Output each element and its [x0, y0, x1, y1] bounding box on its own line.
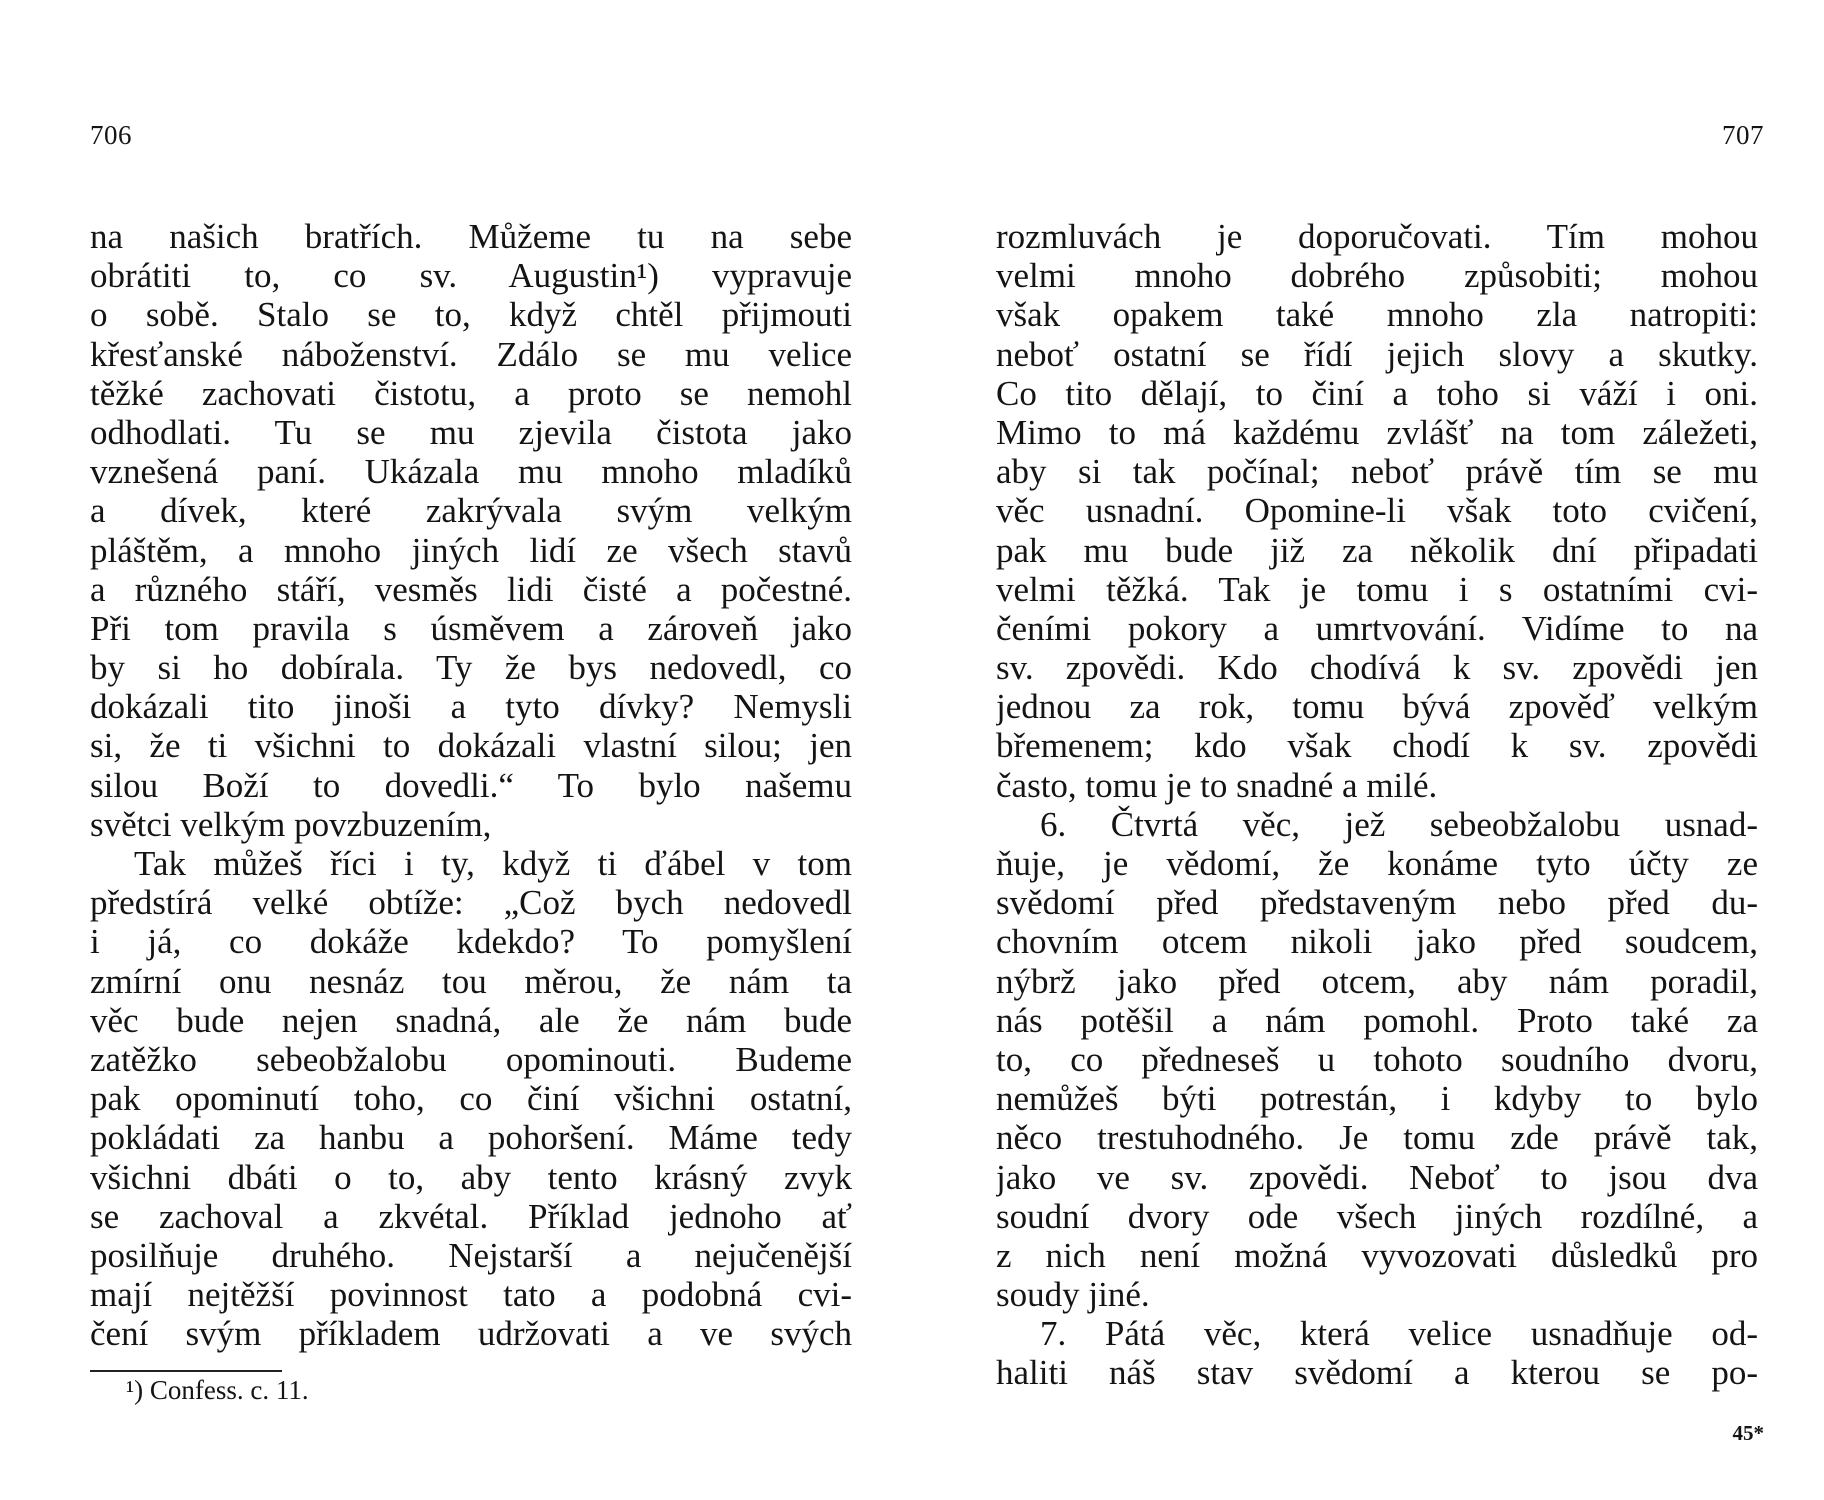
text-line: zatěžko sebeobžalobu opominouti. Budeme [90, 1039, 852, 1079]
text-line: nás potěšil a nám pomohl. Proto také za [996, 1000, 1758, 1040]
text-line: Tak můžeš říci i ty, když ti ďábel v tom [134, 844, 852, 883]
text-line: sv. zpovědi. Kdo chodívá k sv. zpovědi jen [996, 648, 1758, 688]
text-line: na našich bratřích. Můžeme tu na sebe [90, 217, 852, 256]
text-line: si, že ti všichni to dokázali vlastní silou; jen [90, 726, 852, 766]
text-line: o sobě. Stalo se to, když chtěl přijmouti [90, 295, 852, 335]
text-line: 6. Čtvrtá věc, jež sebeobžalobu usnad- [1040, 804, 1758, 844]
text-line: i já, co dokáže kdekdo? To pomyšlení [90, 922, 852, 962]
text-line: Mimo to má každému zvlášť na tom záležeti, [996, 412, 1758, 452]
text-line: posilňuje druhého. Nejstarší a nejučenější [90, 1235, 852, 1275]
text-line: břemenem; kdo však chodí k sv. zpovědi [996, 726, 1758, 766]
text-line: velmi těžká. Tak je tomu i s ostatními cvi- [996, 569, 1758, 609]
text-line: a různého stáří, vesměs lidi čisté a počestné. [90, 569, 852, 609]
text-line: jednou za rok, tomu bývá zpověď velkým [996, 687, 1758, 727]
text-line: velmi mnoho dobrého způsobiti; mohou [996, 256, 1758, 296]
text-line: vznešená paní. Ukázala mu mnoho mladíků [90, 452, 852, 492]
text-line: chovním otcem nikoli jako před soudcem, [996, 922, 1758, 962]
text-line: pláštěm, a mnoho jiných lidí ze všech stavů [90, 530, 852, 570]
left-page-text [90, 217, 852, 1353]
text-line: věc bude nejen snadná, ale že nám bude [90, 1000, 852, 1040]
footnote-rule [90, 1370, 282, 1372]
text-line: soudy jiné. [996, 1275, 1150, 1315]
text-line: mají nejtěžší povinnost tato a podobná cvi- [90, 1275, 852, 1315]
text-line: svědomí před představeným nebo před du- [996, 883, 1758, 923]
text-line: čeními pokory a umrtvování. Vidíme to na [996, 608, 1758, 648]
text-line: čení svým příkladem udržovati a ve svých [90, 1314, 852, 1354]
text-line: silou Boží to dovedli.“ To bylo našemu [90, 765, 852, 805]
text-line: aby si tak počínal; neboť právě tím se mu [996, 452, 1758, 492]
left-page [90, 0, 852, 1500]
page-number-left: 706 [90, 120, 132, 150]
text-line: nemůžeš býti potrestán, i kdyby to bylo [996, 1079, 1758, 1119]
right-page-text [996, 217, 1758, 1393]
text-line: křesťanské náboženství. Zdálo se mu velice [90, 334, 852, 374]
signature-mark: 45* [1732, 1421, 1764, 1445]
text-line: obrátiti to, co sv. Augustin¹) vypravuje [90, 256, 852, 296]
text-line: by si ho dobírala. Ty že bys nedovedl, co [90, 648, 852, 688]
text-line: světci velkým povzbuzením, [90, 804, 492, 844]
text-line: to, co předneseš u tohoto soudního dvoru, [996, 1039, 1758, 1079]
text-line: haliti náš stav svědomí a kterou se po- [996, 1353, 1758, 1393]
text-line: však opakem také mnoho zla natropiti: [996, 295, 1758, 335]
text-line: jako ve sv. zpovědi. Neboť to jsou dva [996, 1157, 1758, 1197]
footnote: ¹) Confess. c. 11. [126, 1375, 309, 1405]
text-line: dokázali tito jinoši a tyto dívky? Nemysli [90, 687, 852, 727]
text-line: Při tom pravila s úsměvem a zároveň jako [90, 608, 852, 648]
text-line: odhodlati. Tu se mu zjevila čistota jako [90, 412, 852, 452]
text-line: se zachoval a zkvétal. Příklad jednoho ať [90, 1196, 852, 1236]
text-line: nýbrž jako před otcem, aby nám poradil, [996, 961, 1758, 1001]
text-line: pokládati za hanbu a pohoršení. Máme tedy [90, 1118, 852, 1158]
text-line: věc usnadní. Opomine-li však toto cvičení, [996, 491, 1758, 531]
text-line: Co tito dělají, to činí a toho si váží i oni. [996, 373, 1758, 413]
text-line: rozmluvách je doporučovati. Tím mohou [996, 217, 1758, 256]
text-line: neboť ostatní se řídí jejich slovy a skutky. [996, 334, 1758, 374]
text-line: zmírní onu nesnáz tou měrou, že nám ta [90, 961, 852, 1001]
text-line: všichni dbáti o to, aby tento krásný zvyk [90, 1157, 852, 1197]
text-line: pak opominutí toho, co činí všichni ostatní, [90, 1079, 852, 1119]
text-line: často, tomu je to snadné a milé. [996, 765, 1438, 805]
text-line: něco trestuhodného. Je tomu zde právě tak, [996, 1118, 1758, 1158]
page-number-right: 707 [1722, 120, 1764, 150]
text-line: z nich není možná vyvozovati důsledků pro [996, 1235, 1758, 1275]
text-line: a dívek, které zakrývala svým velkým [90, 491, 852, 531]
text-line: předstírá velké obtíže: „Což bych nedovedl [90, 883, 852, 923]
right-page [996, 0, 1764, 1500]
text-line: pak mu bude již za několik dní připadati [996, 530, 1758, 570]
text-line: soudní dvory ode všech jiných rozdílné, a [996, 1196, 1758, 1236]
text-line: těžké zachovati čistotu, a proto se nemohl [90, 373, 852, 413]
text-line: 7. Pátá věc, která velice usnadňuje od- [1040, 1314, 1758, 1354]
text-line: ňuje, je vědomí, že konáme tyto účty ze [996, 844, 1758, 883]
